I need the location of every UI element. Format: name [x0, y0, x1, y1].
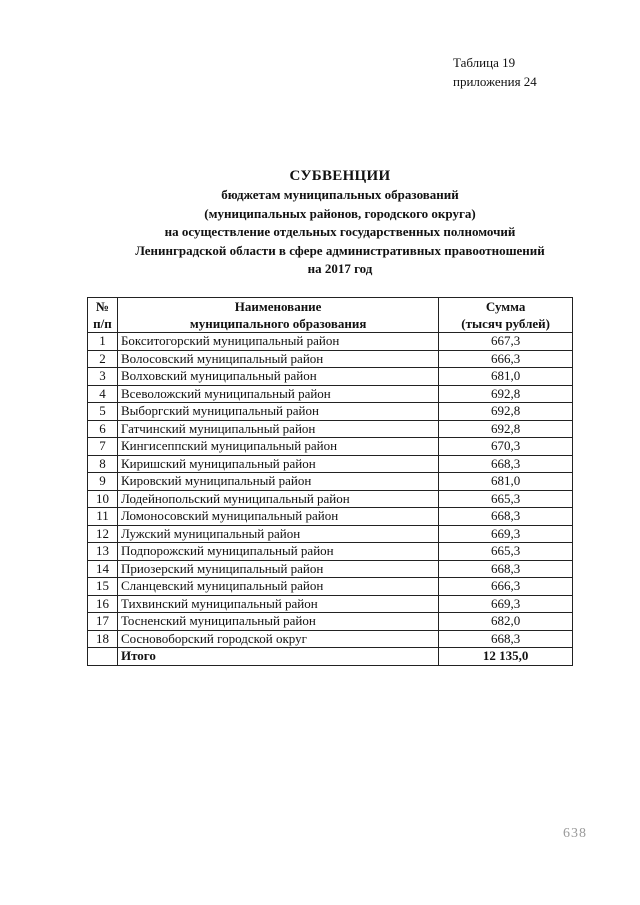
row-sum: 669,3 — [439, 525, 573, 543]
table-row — [88, 420, 573, 438]
row-number: 13 — [88, 543, 118, 561]
heading-line-5: на 2017 год — [307, 261, 373, 276]
row-name: Тихвинский муниципальный район — [117, 595, 438, 613]
header-number-line-1: № — [95, 299, 110, 314]
heading-line-4: Ленинградской области в сфере административных правоотношений — [135, 242, 545, 258]
row-number: 2 — [88, 350, 118, 368]
row-name: Киришский муниципальный район — [117, 455, 438, 473]
row-sum: 666,3 — [439, 350, 573, 368]
row-number: 15 — [88, 578, 118, 596]
table-row — [88, 630, 573, 648]
table-row — [88, 578, 573, 596]
row-name: Волосовский муниципальный район — [117, 350, 438, 368]
table-row — [88, 438, 573, 456]
table-row — [88, 333, 573, 351]
reference-line-1: Таблица 19 — [453, 55, 516, 70]
row-sum: 668,3 — [439, 455, 573, 473]
row-sum: 665,3 — [439, 543, 573, 561]
table-row — [88, 508, 573, 526]
row-number: 9 — [88, 473, 118, 491]
reference-line-2: приложения 24 — [453, 74, 537, 89]
row-number: 16 — [88, 595, 118, 613]
table-row — [88, 403, 573, 421]
row-name: Сосновоборский городской округ — [117, 630, 438, 648]
row-sum: 682,0 — [439, 613, 573, 631]
row-number: 10 — [88, 490, 118, 508]
row-sum: 670,3 — [439, 438, 573, 456]
row-name: Тосненский муниципальный район — [117, 613, 438, 631]
header-name-line-1: Наименование — [234, 299, 322, 314]
table-row — [88, 595, 573, 613]
row-sum: 692,8 — [439, 403, 573, 421]
row-name: Гатчинский муниципальный район — [117, 420, 438, 438]
row-sum: 681,0 — [439, 368, 573, 386]
table-row — [88, 385, 573, 403]
row-number: 18 — [88, 630, 118, 648]
table-row — [88, 543, 573, 561]
row-name: Волховский муниципальный район — [117, 368, 438, 386]
header-number — [88, 298, 118, 333]
total-sum: 12 135,0 — [439, 648, 573, 666]
row-name: Приозерский муниципальный район — [117, 560, 438, 578]
row-name: Кингисеппский муниципальный район — [117, 438, 438, 456]
row-name: Бокситогорский муниципальный район — [117, 333, 438, 351]
row-number: 14 — [88, 560, 118, 578]
table-row — [88, 350, 573, 368]
row-name: Сланцевский муниципальный район — [117, 578, 438, 596]
row-name: Подпорожский муниципальный район — [117, 543, 438, 561]
row-sum: 665,3 — [439, 490, 573, 508]
row-number: 7 — [88, 438, 118, 456]
row-sum: 668,3 — [439, 508, 573, 526]
table-row — [88, 368, 573, 386]
row-name: Всеволожский муниципальный район — [117, 385, 438, 403]
row-number: 4 — [88, 385, 118, 403]
row-sum: 668,3 — [439, 560, 573, 578]
table-row — [88, 613, 573, 631]
header-number-line-2: п/п — [93, 316, 112, 331]
heading-title: СУБВЕНЦИИ — [289, 168, 391, 184]
row-number: 5 — [88, 403, 118, 421]
subvention-table — [87, 297, 573, 666]
row-number: 3 — [88, 368, 118, 386]
total-number-cell — [88, 648, 118, 666]
table-row — [88, 560, 573, 578]
heading-line-3: на осуществление отдельных государственных полномочий — [164, 224, 516, 239]
total-row — [88, 648, 573, 666]
row-sum: 666,3 — [439, 578, 573, 596]
table-row — [88, 490, 573, 508]
row-number: 12 — [88, 525, 118, 543]
row-sum: 692,8 — [439, 420, 573, 438]
row-number: 8 — [88, 455, 118, 473]
row-sum: 667,3 — [439, 333, 573, 351]
heading-line-1: бюджетам муниципальных образований — [221, 187, 459, 202]
row-number: 6 — [88, 420, 118, 438]
header-sum-line-1: Сумма — [485, 299, 526, 314]
total-label: Итого — [117, 648, 438, 666]
heading-line-2: (муниципальных районов, городского округа) — [204, 205, 476, 221]
header-name — [117, 298, 438, 333]
row-sum: 692,8 — [439, 385, 573, 403]
header-name-line-2: муниципального образования — [189, 316, 367, 331]
row-sum: 669,3 — [439, 595, 573, 613]
table-header-row — [88, 298, 573, 333]
header-sum-line-2: (тысяч рублей) — [461, 316, 550, 331]
row-sum: 681,0 — [439, 473, 573, 491]
table-reference — [453, 53, 537, 91]
row-name: Лодейнопольский муниципальный район — [117, 490, 438, 508]
row-name: Ломоносовский муниципальный район — [117, 508, 438, 526]
table-row — [88, 455, 573, 473]
row-number: 11 — [88, 508, 118, 526]
table-row — [88, 525, 573, 543]
row-sum: 668,3 — [439, 630, 573, 648]
row-number: 1 — [88, 333, 118, 351]
row-name: Лужский муниципальный район — [117, 525, 438, 543]
row-number: 17 — [88, 613, 118, 631]
row-name: Кировский муниципальный район — [117, 473, 438, 491]
header-sum — [439, 298, 573, 333]
table-row — [88, 473, 573, 491]
page-number: 638 — [563, 826, 587, 841]
row-name: Выборгский муниципальный район — [117, 403, 438, 421]
document-heading — [80, 166, 600, 279]
